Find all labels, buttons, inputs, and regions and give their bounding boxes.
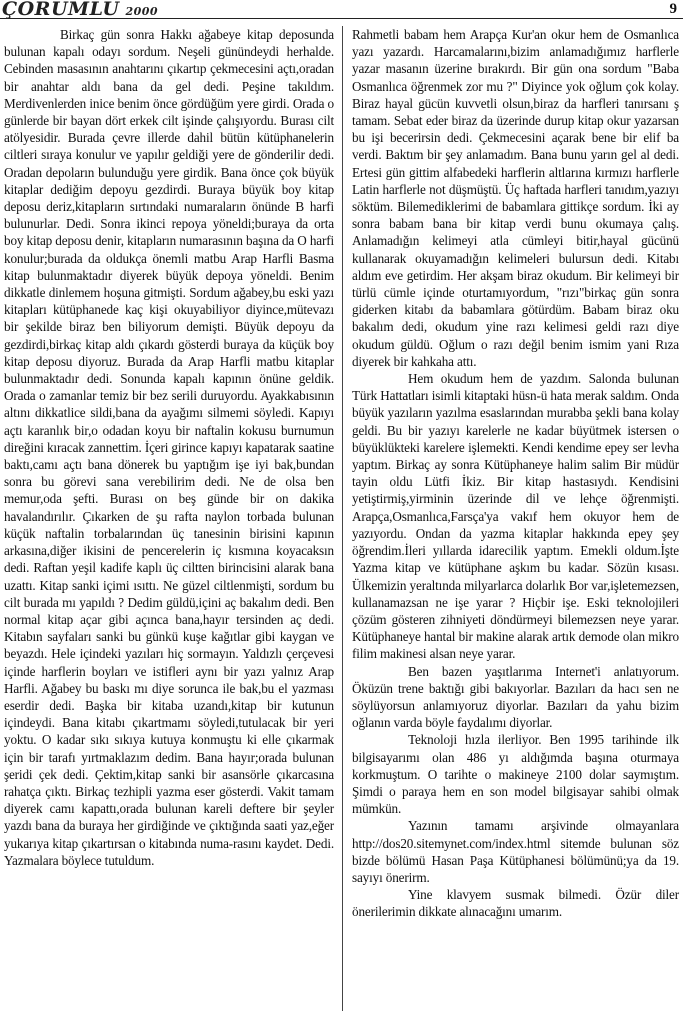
right-paragraph-2: Hem okudum hem de yazdım. Salonda bulunan Türk Hattatları isimli kitaptaki hüsn-ü hata merak saldım. Onda büyük yazıların yazılma esaslarından murabba şekli bana kolay geldi. Bu bir yazıyı karelerle ne kadar büyütmek istersen o büyüklükteki karelere işlemekti. Kendi kendime epey ser levha yaptım. Birkaç ay sonra Kütüphaneye halim salim Bir müdür tayin oldu Lütfi İkiz. Bir kitap hastasıydı. Kendisini yetiştirmiş,yirminin üzerinde dil ve lehçe öğrenmişti. Arapça,Osmanlıca,Farsça'ya vakıf hem okuyor hem de yazıyordu. Ondan da yazma kitaplar hakkında epey şey öğrendim.İleri yıllarda idarecilik yaptım. Emekli oldum.İşte Yazma kitap ve kütüphane aşkım bu kadar. Sözün kısası. Ülkemizin yeraltında milyarlarca dolarlık Bor var,işletemezsen, kullanamazsan ne işe yarar ? Hiçbir işe. Eski teknolojileri çözüm gösteren zihniyeti döndürmeyi bilemezsen neye yarar. Kütüphaneye hantal bir makine alarak artık demode olan mikro filim makinesi alsan neye yarar.: [352, 371, 679, 662]
logo-year: 2000: [125, 5, 159, 18]
left-column: [4, 26, 334, 869]
header-rule: [0, 18, 683, 19]
column-divider: [342, 26, 343, 1011]
right-column: [352, 26, 679, 921]
page-number: 9: [669, 1, 677, 17]
right-paragraph-4: Teknoloji hızla ilerliyor. Ben 1995 tarihinde ilk bilgisayarımı olan 486 yı aldığımda başına oturmaya korkmuştum. O tarihte o makineye 2100 dolar saymıştım. Şimdi o paraya hem en son model bilgisayar sahibi olmak mümkün.: [352, 732, 679, 817]
right-paragraph-1: Rahmetli babam hem Arapça Kur'an okur hem de Osmanlıca yazı yazardı. Harcamalarını,bizim anlamadığımız harflerle yazar masanın üzerine bırakırdı. Bir gün ona sordum "Baba Osmanlıca öğrenmek zor mu ?" Diyince yok oğlum çok kolay. Biraz hayal gücün kuvvetli olsun,biraz da harfleri tanırsanı ş tamam. Sebat eder biraz da üzerinde durup kitap okur yazarsan bu işi becerirsin dedi. Çekmecesini açarak bene bir elif ba verdi. Baktım bir şey anlamadım. Bana bunu yarın gel al dedi. Ertesi gün gittim alfabedeki harflerin altlarına kırmızı harflerle Latin harflerle not düşmüştü. Üç haftada harfleri tanıdım,yazıyı söktüm. Bilemediklerimi de babamlara gittikçe sordum. İki ay sonra babam bana bir kitap verdi bunu okumaya çalış. Anlamadığın kelimeyi atla cümleyi bitir,hayal gücünü kullanarak okuyamadığın kelimeleri bulursun dedi. Kitabı aldım eve getirdim. Her akşam biraz okudum. Bir kelimeyi bir türlü cümle içinde oturtamıyordum, "rızı"birkaç gün sonra giderken kitabı da babamlara götürdüm. Babam biraz oku bakalım dedi, okudum yine razı kelimesi geldi razı diye okudum güldü. Oğlum o razı değil benim ismim yani Rıza diyerek bir kahkaha attı.: [352, 27, 679, 369]
right-paragraph-5: Yazının tamamı arşivinde olmayanlara http://dos20.sitemynet.com/index.html sitemde bulunan söz bizde bölümü Hasan Paşa Kütüphanesi bölümünü;ya da 19. sayıyı önerirm.: [352, 818, 679, 885]
right-paragraph-3: Ben bazen yaşıtlarıma Internet'i anlatıyorum. Öküzün trene baktığı gibi bakıyorlar. Bazıları da hacı sen ne söylüyorsun anlamıyoruz diyorlar. Bazıları da yahu bizim oğlanın varda böyle faydalımı diyorlar.: [352, 663, 679, 731]
page-header: [0, 0, 683, 22]
right-paragraph-6: Yine klavyem susmak bilmedi. Özür diler önerilerimin dikkate alınacağını umarım.: [352, 887, 679, 920]
logo-text: ÇORUMLU: [2, 0, 120, 20]
left-paragraph-1: Birkaç gün sonra Hakkı ağabeye kitap deposunda bulunan kapalı odayı sordum. Neşeli günündeydi herhalde. Cebinden masasının anahtarını çıkartıp çekmecesini açtı,oradan bir anahtar aldı bana da gel dedi. Peşine takıldım. Merdivenlerden inice benim önce gördüğüm yere girdi. Orada o günlerde bir bayan dört erkek cilt işinde çalışıyordu. Burası cilt atölyesidir. Burada çevre illerde dahil bütün kütüphanelerin ciltleri sıraya konulur ve yapılır geldiği yere de gönderilir dedi. Oradan depoların bulunduğu yere girdik. Bana önce çok büyük kitaplar dediğim depoyu gezdirdi. Buraya büyük boy kitap deposu deriz,kitapların sırtındaki numaraların önünde B harfi bulunurlar. Dedi. Sonra ikinci repoya yöneldi;buraya da orta boy kitap deposu denir, kitapların numarasının başına da O harfi konulur;burada da oldukça önemli matbu Arap Harfli Basma kitap bulunmaktadır diyerek büyük depoya yöneldi. Benim dikkatle dinlemem hoşuna gitmişti. Sordum ağabey,bu eski yazı kitapları kütüphanede kaç kişi okuyabiliyor diyince,mütevazı bir şekilde biraz ben biliyorum demişti. Büyük depoyu da gezdirdi,birkaç kitap aldı çıkardı gösterdi buraya da küçük boy kitap deposu diyoruz. Burada da Arap Harfli matbu kitaplar bulunmaktadır dedi. Sonunda kapalı kapının önüne geldik. Orada o zamanlar temiz bir bez serili duruyordu. Ayakkabısının altını dikkatlice sildi,bana da ayağımı silmemi söyledi. Kapıyı açtı karanlık bir,o odadan koyu bir naftalin kokusu burnumun direğini kıracak zannettim. İçeri girince kapıyı kapatarak saatine baktı,camı açtı bana dönerek bu yaptığım işe iyi bak,bundan sonra bu görevi sana verebilirim dedi. Ne de olsa ben memur,oda şefti. Burası on beş günde bir on dakika havalandırılır. Çıkarken de şu rafta naylon torbada bulunan küçük naftalin torbalarından üç tanesinin birisini kapının arkasına,diğer ikisini de pencerelerin iç kısmına koyacaksın dedi. Raftan yeşil kadife kaplı üç ciltten birincisini alarak bana uzattı. Kitap sanki içimi ısıttı. Ne güzel ciltlenmişti, sordum bu cilt burada mı yapıldı ? Dedim güldü,içini aç bakalım dedi. Ben normal kitap açar gibi açınca bana,hayır tersinden aç dedi. Kitabın sayfaları sanki bu günkü kuşe kağıtlar gibi kaygan ve beyazdı. Hele içindeki yazıları hiç sormayın. Yaldızlı çerçevesi içinde harflerin boyları ve istifleri aynı bir yazı yalnız Arap Harfli. Ağabey bu baskı mı diye sorunca ile bak,bu el yazması eserdir dedi. Başka bir kitaba uzandı,kitap bir kutunun içindeydi. Bana kitabı çıkartmamı söyledi,tutulacak bir yeri yoktu. O kadar sıkı sıkıya kutuya konmuştu ki elle çıkarmak için bir tarafı yırtmaklazım dedim. Bana hayır;orada bulunan şeridi çek dedi. Çektim,kitap sanki bir asansörle çıkarcasına rahatça çıktı. Birkaç tezhipli yazma eser gösterdi. Vakit tamam diyerek camı kapattı,orada bulunan kareli deftere bir şeyler yazdı bana da buraya her girdiğinde ve çıktığında saati yaz,eğer yukarıya kitap çıkartırsan o kitabında numa-rasını kaydet. Dedi. Yazmalara böylece tutuldum.: [4, 27, 334, 868]
